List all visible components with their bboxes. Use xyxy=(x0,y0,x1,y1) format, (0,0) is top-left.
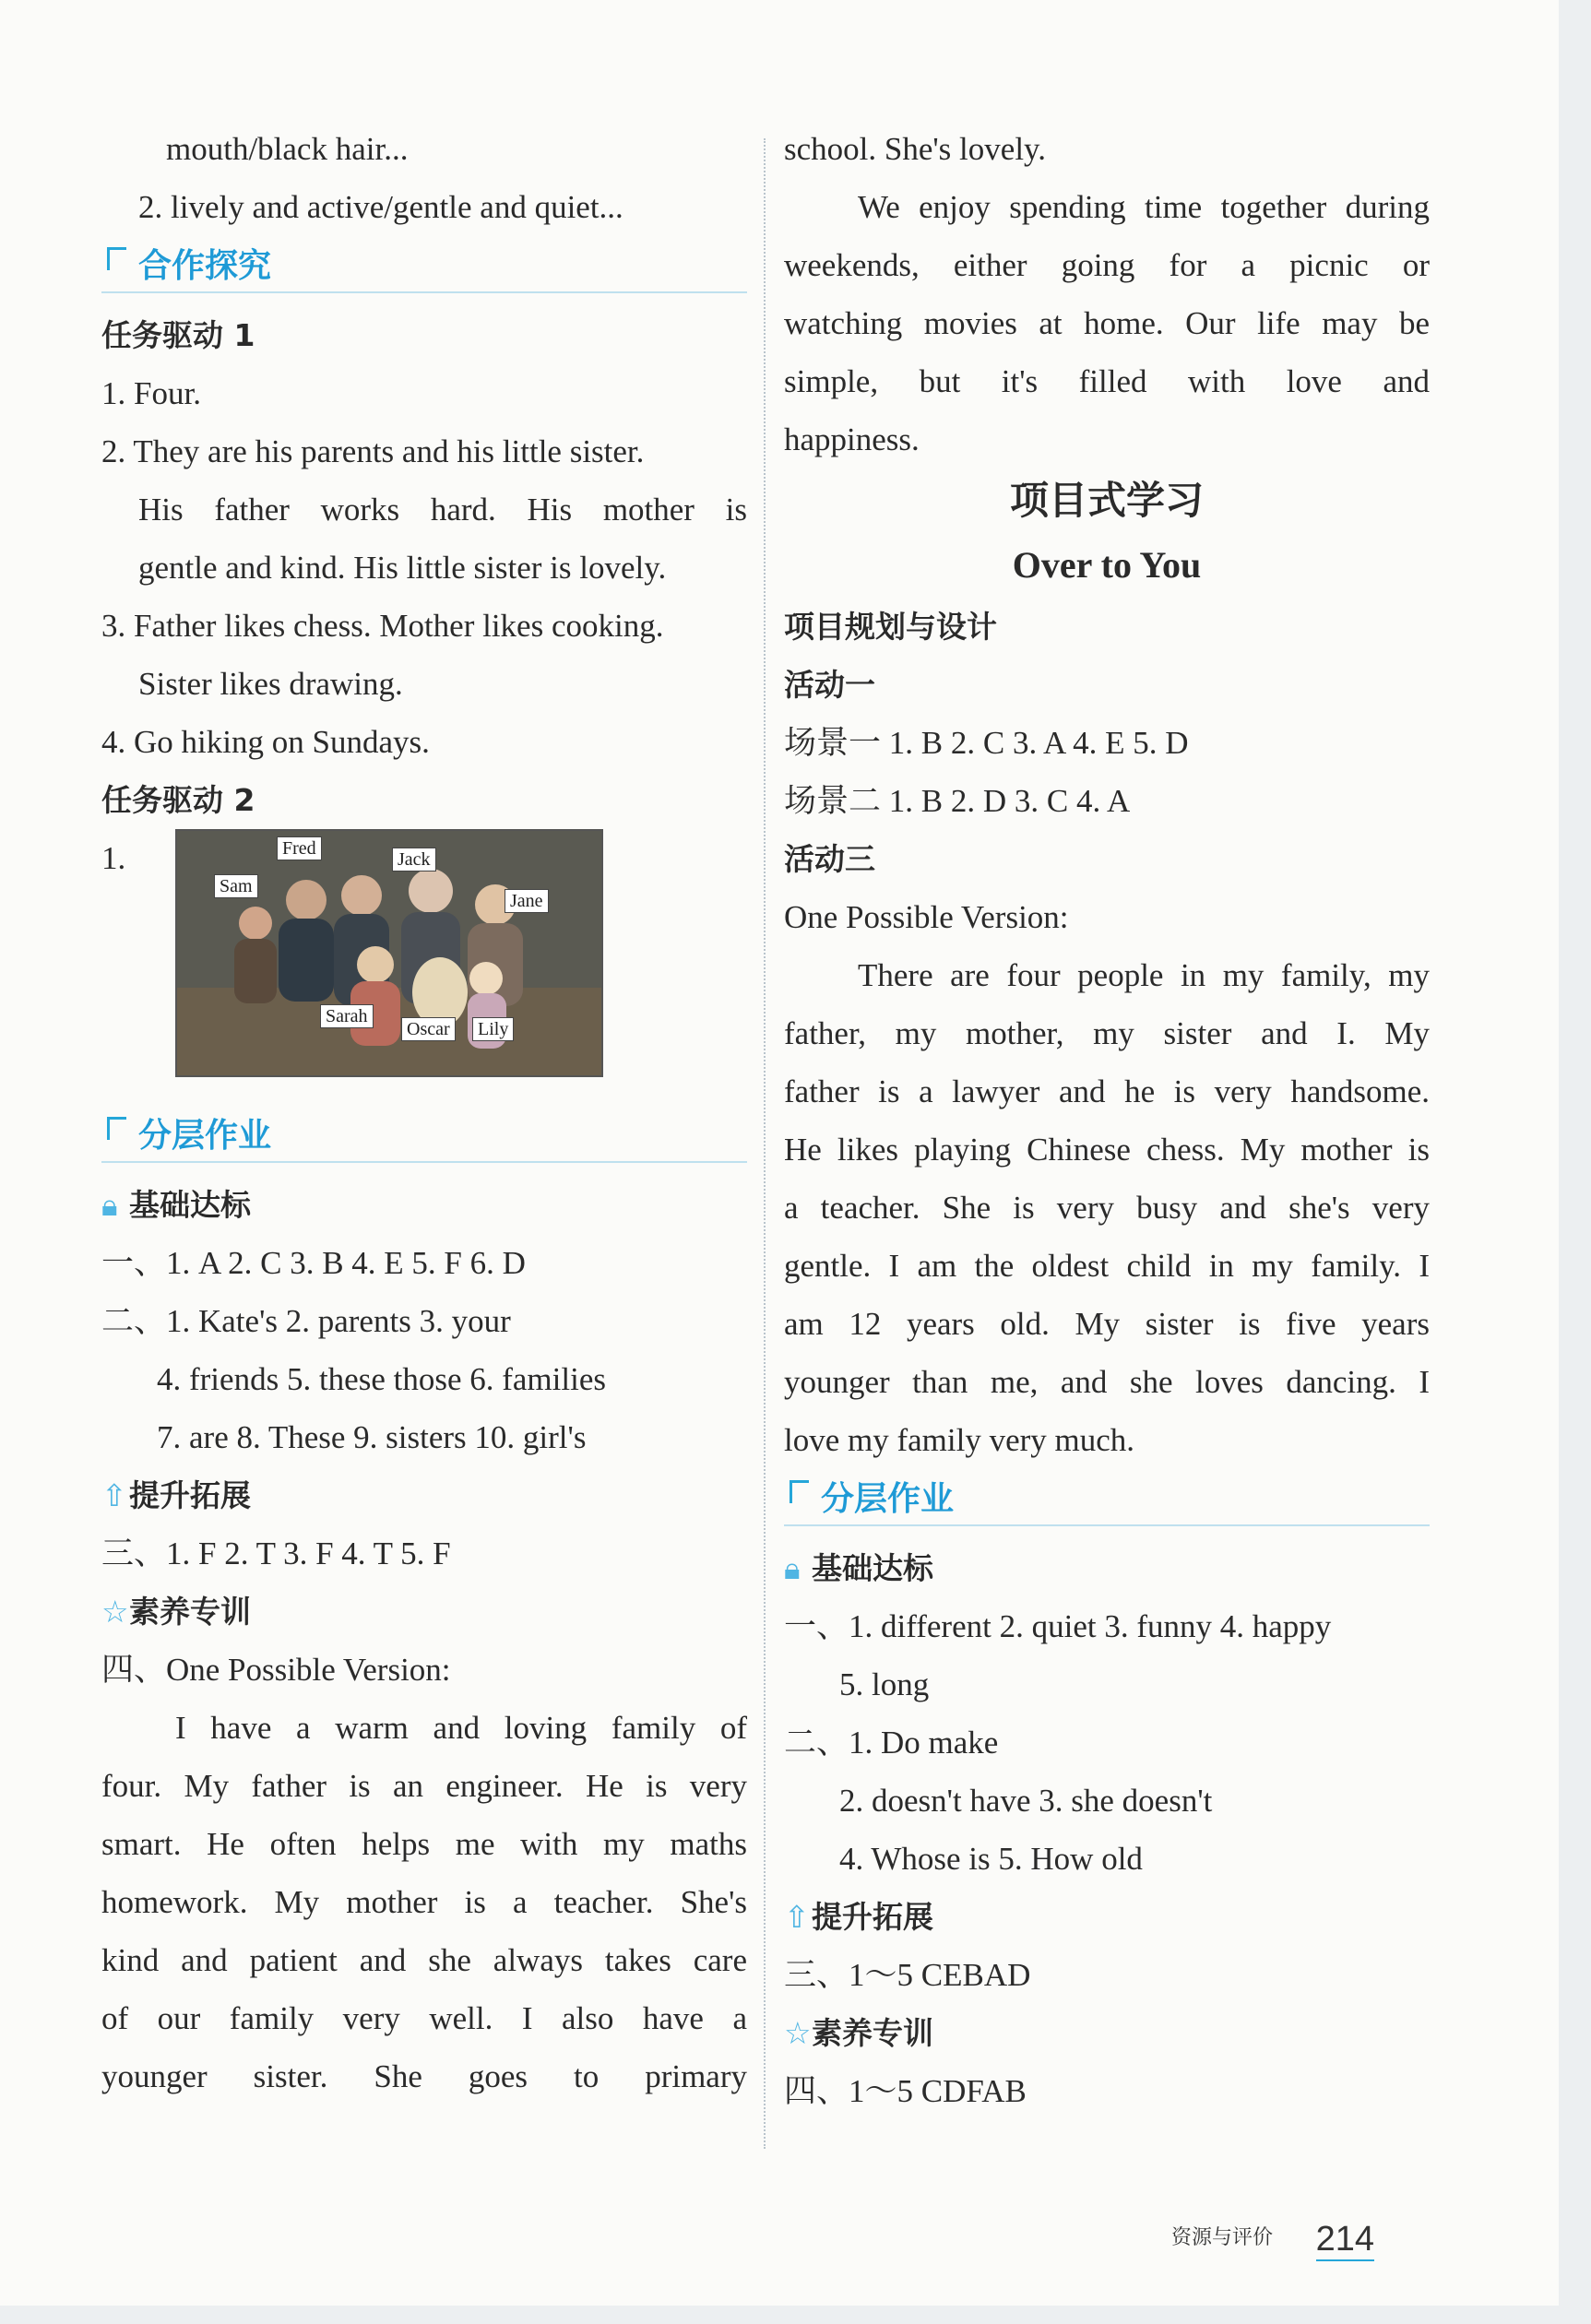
left-column xyxy=(101,120,747,2105)
essay-line: homework. My mother is a teacher. She's xyxy=(101,1884,747,1920)
essay-line: love my family very much. xyxy=(784,1422,1135,1458)
photo-label-fred: Fred xyxy=(277,836,322,860)
answer-line: 4. Go hiking on Sundays. xyxy=(101,724,430,760)
essay-line: simple, but it's filled with love and xyxy=(784,363,1430,399)
essay-line: of our family very well. I also have a xyxy=(101,2000,747,2036)
essay-line: There are four people in my family, my xyxy=(858,957,1430,993)
answer-line: 7. are 8. These 9. sisters 10. girl's xyxy=(157,1419,587,1455)
essay-line: kind and patient and she always takes care xyxy=(101,1942,747,1978)
subsection-title: 基础达标 xyxy=(812,1550,933,1586)
photo-label-sarah: Sarah xyxy=(320,1004,374,1028)
activity-heading: 活动一 xyxy=(784,667,875,703)
answer-line: 一、1. different 2. quiet 3. funny 4. happy xyxy=(784,1608,1332,1644)
section-title: 分层作业 xyxy=(821,1480,955,1518)
task-heading: 任务驱动 2 xyxy=(101,782,255,818)
photo-label-oscar: Oscar xyxy=(401,1017,456,1041)
section-header-homework xyxy=(784,1469,1430,1526)
answer-line: 3. Father likes chess. Mother likes cooking. xyxy=(101,608,664,644)
subsection-literacy xyxy=(101,1583,747,1641)
answer-line: gentle and kind. His little sister is lovely. xyxy=(138,550,667,586)
lock-icon: 🔒︎ xyxy=(101,1187,118,1223)
section-icon xyxy=(790,1480,809,1503)
text-line: mouth/black hair... xyxy=(166,131,409,167)
lock-icon: 🔒︎ xyxy=(784,1550,801,1586)
section-header-cooperate xyxy=(101,236,747,293)
plan-heading: 项目规划与设计 xyxy=(784,609,997,645)
activity-heading: 活动三 xyxy=(784,841,875,877)
photo-label-lily: Lily xyxy=(472,1017,514,1041)
essay-line: happiness. xyxy=(784,421,920,457)
answer-line: 四、1～5 CDFAB xyxy=(784,2073,1027,2109)
section-icon xyxy=(107,247,126,270)
photo-label-sam: Sam xyxy=(214,874,258,898)
essay-line: We enjoy spending time together during xyxy=(858,189,1430,225)
family-photo-illustration xyxy=(177,831,601,1075)
answer-line: Sister likes drawing. xyxy=(138,666,403,702)
subsection-title: 素养专训 xyxy=(129,1594,251,1630)
answer-line: 一、1. A 2. C 3. B 4. E 5. F 6. D xyxy=(101,1245,526,1281)
essay-line: father is a lawyer and he is very handsome. xyxy=(784,1073,1430,1109)
essay-line: watching movies at home. Our life may be xyxy=(784,305,1430,341)
footer-label: 资源与评价 xyxy=(1170,2226,1273,2249)
answer-line: 4. friends 5. these those 6. families xyxy=(157,1361,606,1397)
family-photo xyxy=(175,829,603,1077)
essay-line: younger sister. She goes to primary xyxy=(101,2058,747,2094)
photo-row xyxy=(101,829,747,1106)
essay-line: father, my mother, my sister and I. My xyxy=(784,1015,1430,1051)
answer-line: 5. long xyxy=(839,1666,930,1702)
essay-line: smart. He often helps me with my maths xyxy=(101,1826,747,1862)
section-icon xyxy=(107,1117,126,1140)
answer-line: 1. Four. xyxy=(101,375,201,411)
answer-line: 场景二 1. B 2. D 3. C 4. A xyxy=(784,783,1131,819)
section-header-homework xyxy=(101,1106,747,1163)
subsection-advance xyxy=(101,1466,747,1524)
answer-line: 二、1. Kate's 2. parents 3. your xyxy=(101,1303,511,1339)
section-title: 合作探究 xyxy=(138,247,272,285)
right-column xyxy=(784,120,1430,2120)
essay-line: a teacher. She is very busy and she's very xyxy=(784,1190,1430,1226)
section-title: 分层作业 xyxy=(138,1117,272,1155)
column-divider xyxy=(764,138,766,2149)
essay-line: younger than me, and she loves dancing. I xyxy=(784,1364,1430,1400)
answer-line: 场景一 1. B 2. C 3. A 4. E 5. D xyxy=(784,725,1189,761)
photo-label-jane: Jane xyxy=(505,889,549,913)
subsection-basic xyxy=(101,1176,747,1234)
answer-line: His father works hard. His mother is xyxy=(138,492,747,528)
essay-line: gentle. I am the oldest child in my family. I xyxy=(784,1248,1430,1284)
essay-line: I have a warm and loving family of xyxy=(175,1710,747,1746)
essay-line: am 12 years old. My sister is five years xyxy=(784,1306,1430,1342)
star-icon: ☆ xyxy=(101,1594,129,1630)
subsection-basic xyxy=(784,1539,1430,1597)
text-line: 2. lively and active/gentle and quiet... xyxy=(138,189,623,225)
subsection-title: 素养专训 xyxy=(812,2015,933,2051)
answer-line: 三、1. F 2. T 3. F 4. T 5. F xyxy=(101,1536,451,1571)
essay-line: school. She's lovely. xyxy=(784,131,1047,167)
answer-line: 2. They are his parents and his little sister. xyxy=(101,433,645,469)
page-number: 214 xyxy=(1316,2220,1374,2261)
project-title-cn: 项目式学习 xyxy=(1009,478,1204,523)
subsection-title: 提升拓展 xyxy=(129,1477,251,1513)
essay-line: He likes playing Chinese chess. My mother is xyxy=(784,1132,1430,1168)
subsection-title: 提升拓展 xyxy=(812,1899,933,1935)
answer-line: 四、One Possible Version: xyxy=(101,1652,451,1688)
answer-line: 二、1. Do make xyxy=(784,1725,999,1761)
task-heading: 任务驱动 1 xyxy=(101,317,255,353)
essay-line: four. My father is an engineer. He is very xyxy=(101,1768,747,1804)
answer-number: 1. xyxy=(101,840,126,876)
subsection-advance xyxy=(784,1888,1430,1946)
answer-line: 三、1～5 CEBAD xyxy=(784,1957,1031,1993)
project-title-en: Over to You xyxy=(1012,544,1202,586)
answer-line: One Possible Version: xyxy=(784,899,1069,935)
up-arrow-icon: ⇧ xyxy=(101,1477,127,1513)
star-icon: ☆ xyxy=(784,2015,812,2051)
answer-line: 4. Whose is 5. How old xyxy=(839,1841,1143,1877)
up-arrow-icon: ⇧ xyxy=(784,1899,810,1935)
answer-line: 2. doesn't have 3. she doesn't xyxy=(839,1783,1213,1819)
subsection-title: 基础达标 xyxy=(129,1187,251,1223)
subsection-literacy xyxy=(784,2004,1430,2062)
photo-label-jack: Jack xyxy=(392,848,436,872)
essay-line: weekends, either going for a picnic or xyxy=(784,247,1430,283)
